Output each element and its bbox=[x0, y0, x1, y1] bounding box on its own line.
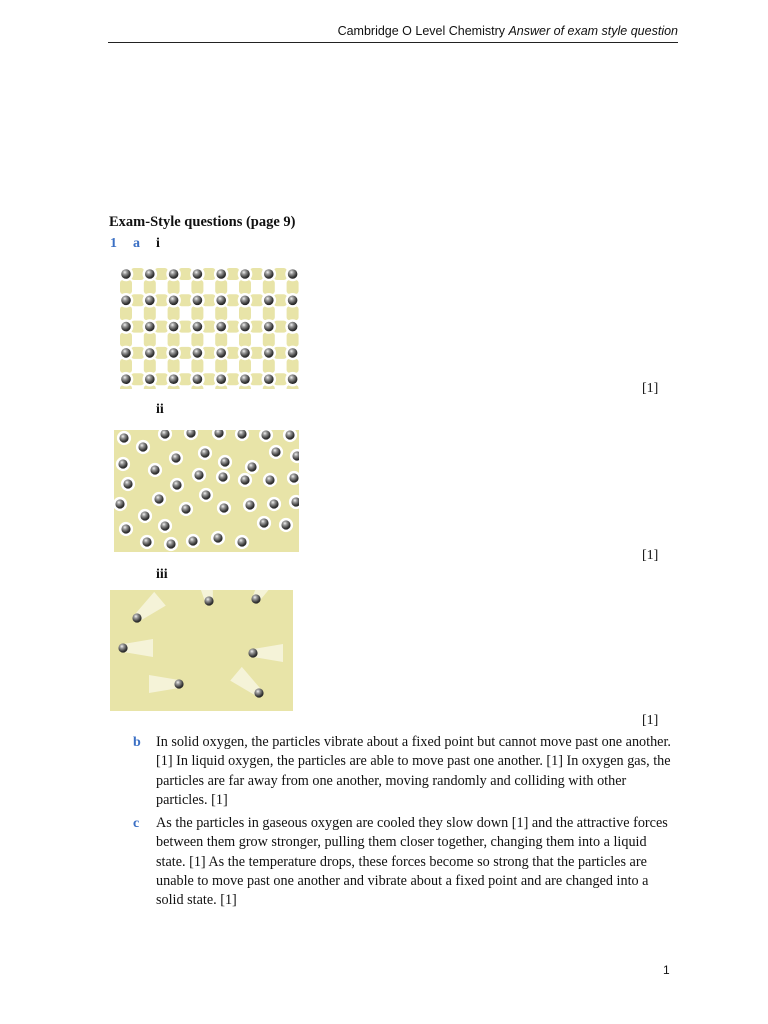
particle bbox=[240, 269, 250, 279]
particle bbox=[193, 296, 203, 306]
item-iii-mark: [1] bbox=[642, 713, 659, 728]
particle bbox=[213, 533, 222, 542]
particle bbox=[154, 494, 163, 503]
item-i-mark: [1] bbox=[642, 381, 659, 396]
lattice-cell bbox=[263, 280, 275, 294]
part-c-label: c bbox=[133, 816, 140, 831]
lattice-cell bbox=[144, 280, 156, 294]
particle bbox=[118, 459, 127, 468]
particle bbox=[288, 374, 298, 384]
particle bbox=[216, 348, 226, 358]
particle bbox=[121, 322, 131, 332]
header-subtitle: Answer of exam style question bbox=[508, 24, 678, 38]
particle bbox=[245, 500, 254, 509]
item-iii-label: iii bbox=[156, 567, 168, 582]
lattice-cell bbox=[191, 280, 203, 294]
particle bbox=[121, 348, 131, 358]
particle bbox=[193, 348, 203, 358]
particle bbox=[132, 613, 141, 622]
particle bbox=[169, 348, 179, 358]
header-course: Cambridge O Level Chemistry bbox=[337, 24, 505, 38]
particle bbox=[240, 348, 250, 358]
solid-particles-diagram bbox=[117, 265, 302, 389]
particle bbox=[240, 374, 250, 384]
lattice-cell bbox=[287, 280, 299, 294]
particle bbox=[174, 679, 183, 688]
particle bbox=[145, 348, 155, 358]
lattice-cell bbox=[287, 333, 299, 347]
particle bbox=[288, 296, 298, 306]
particle bbox=[145, 322, 155, 332]
lattice-cell bbox=[168, 333, 180, 347]
lattice-cell bbox=[287, 306, 299, 320]
particle bbox=[160, 521, 169, 530]
lattice-cell bbox=[120, 280, 132, 294]
particle bbox=[169, 296, 179, 306]
particle bbox=[216, 296, 226, 306]
particle bbox=[121, 374, 131, 384]
particle bbox=[237, 537, 246, 546]
lattice-cell bbox=[263, 306, 275, 320]
particle bbox=[219, 503, 228, 512]
particle bbox=[121, 269, 131, 279]
particle bbox=[264, 374, 274, 384]
lattice-cell bbox=[144, 359, 156, 373]
particle bbox=[169, 374, 179, 384]
lattice-cell bbox=[215, 359, 227, 373]
section-title: Exam-Style questions (page 9) bbox=[109, 214, 296, 230]
particle bbox=[240, 322, 250, 332]
particle bbox=[288, 322, 298, 332]
part-b-label: b bbox=[133, 735, 141, 750]
lattice-cell bbox=[239, 359, 251, 373]
particle bbox=[194, 470, 203, 479]
particle bbox=[288, 348, 298, 358]
item-ii-label: ii bbox=[156, 402, 164, 417]
lattice-cell bbox=[191, 359, 203, 373]
lattice-cell bbox=[287, 359, 299, 373]
part-b-answer: In solid oxygen, the particles vibrate about a fixed point but cannot move past one another. [1] In liquid oxygen, the particles are able to move past one another. [1] In oxygen gas, the particles are far away from one another, moving randomly and colliding with other particles. [1] bbox=[156, 734, 671, 808]
gas-particles-diagram bbox=[110, 590, 293, 711]
particle bbox=[193, 322, 203, 332]
particle bbox=[166, 539, 175, 548]
particle bbox=[289, 473, 298, 482]
particle bbox=[169, 269, 179, 279]
particle bbox=[121, 524, 130, 533]
particle bbox=[121, 296, 131, 306]
lattice-cell bbox=[215, 333, 227, 347]
particle bbox=[264, 269, 274, 279]
particle bbox=[264, 296, 274, 306]
particle bbox=[193, 374, 203, 384]
item-ii-mark: [1] bbox=[642, 548, 659, 563]
lattice-cell bbox=[120, 333, 132, 347]
lattice-cell bbox=[239, 333, 251, 347]
particle bbox=[115, 499, 124, 508]
part-a-label: a bbox=[133, 236, 140, 251]
particle bbox=[271, 447, 280, 456]
particle bbox=[204, 596, 213, 605]
lattice-cell bbox=[168, 306, 180, 320]
particle bbox=[150, 465, 159, 474]
lattice-cell bbox=[120, 359, 132, 373]
particle bbox=[201, 490, 210, 499]
lattice-cell bbox=[168, 359, 180, 373]
particle bbox=[123, 479, 132, 488]
particle bbox=[171, 453, 180, 462]
particle bbox=[145, 296, 155, 306]
particle bbox=[269, 499, 278, 508]
lattice-cell bbox=[215, 306, 227, 320]
lattice-cell bbox=[191, 306, 203, 320]
particle bbox=[172, 480, 181, 489]
particle bbox=[200, 448, 209, 457]
particle bbox=[188, 536, 197, 545]
lattice-cell bbox=[191, 333, 203, 347]
particle bbox=[254, 688, 263, 697]
lattice-cell bbox=[263, 333, 275, 347]
particle bbox=[261, 430, 270, 439]
particle bbox=[248, 648, 257, 657]
particle bbox=[259, 518, 268, 527]
lattice-cell bbox=[239, 280, 251, 294]
particle bbox=[216, 322, 226, 332]
page-number: 1 bbox=[663, 963, 670, 977]
lattice-cell bbox=[144, 306, 156, 320]
particle bbox=[247, 462, 256, 471]
particle bbox=[288, 269, 298, 279]
particle bbox=[281, 520, 290, 529]
particle bbox=[285, 430, 294, 439]
part-c-answer: As the particles in gaseous oxygen are cooled they slow down [1] and the attractive forces between them grow stronger, pulling them closer together, changing them into a liquid state. [1] As the temperature drops, these forces become so strong that the particles are unable to move past one another and vibrate about a fixed point and are changed into a solid state. [1] bbox=[156, 815, 668, 909]
lattice-cell bbox=[168, 280, 180, 294]
particle bbox=[181, 504, 190, 513]
particle bbox=[240, 296, 250, 306]
particle bbox=[118, 643, 127, 652]
particle bbox=[145, 269, 155, 279]
liquid-particles-diagram bbox=[114, 430, 299, 552]
particle bbox=[251, 594, 260, 603]
lattice-cell bbox=[215, 280, 227, 294]
page-header bbox=[108, 22, 678, 43]
particle bbox=[119, 433, 128, 442]
lattice-cell bbox=[239, 306, 251, 320]
particle bbox=[264, 348, 274, 358]
particle bbox=[138, 442, 147, 451]
particle bbox=[240, 475, 249, 484]
lattice-cell bbox=[144, 333, 156, 347]
question-number: 1 bbox=[110, 236, 117, 251]
particle bbox=[142, 537, 151, 546]
particle bbox=[216, 269, 226, 279]
particle bbox=[220, 457, 229, 466]
lattice-cell bbox=[120, 306, 132, 320]
particle bbox=[145, 374, 155, 384]
particle bbox=[169, 322, 179, 332]
particle bbox=[264, 322, 274, 332]
item-i-label: i bbox=[156, 236, 160, 251]
particle bbox=[216, 374, 226, 384]
lattice-cell bbox=[263, 359, 275, 373]
particle bbox=[218, 472, 227, 481]
particle bbox=[193, 269, 203, 279]
particle bbox=[140, 511, 149, 520]
particle bbox=[265, 475, 274, 484]
